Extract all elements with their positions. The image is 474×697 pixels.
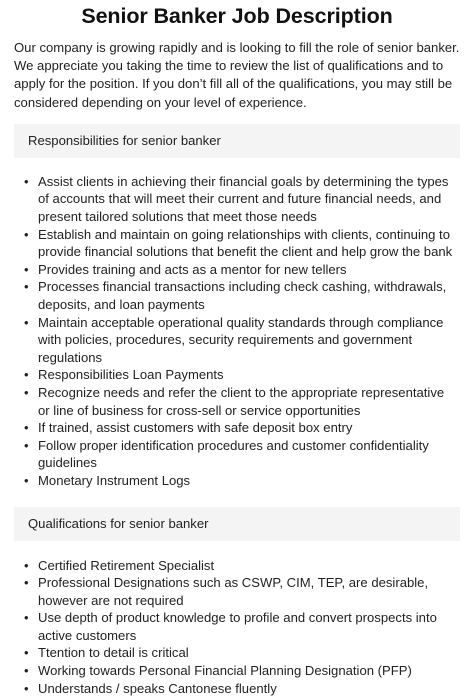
bullet-icon: • bbox=[24, 680, 29, 697]
list-item bbox=[14, 574, 454, 609]
list-item bbox=[14, 557, 454, 575]
list-item bbox=[14, 419, 454, 437]
list-item bbox=[14, 278, 454, 313]
bullet-icon: • bbox=[24, 557, 29, 575]
bullet-icon: • bbox=[24, 278, 29, 296]
list-item-text: Responsibilities Loan Payments bbox=[38, 367, 224, 382]
list-item-text: Recognize needs and refer the client to the appropriate representative or line of business for cross-sell or service opportunities bbox=[38, 385, 444, 418]
intro-paragraph: Our company is growing rapidly and is looking to fill the role of senior banker. We appreciate you taking the time to review the list of qualifications and to apply for the position. If you don’t fill all of the qualifications, you may still be considered depending on your level of experience. bbox=[14, 39, 460, 112]
list-item bbox=[14, 384, 454, 419]
qualifications-list bbox=[14, 557, 460, 697]
list-item-text: Follow proper identification procedures and customer confidentiality guidelines bbox=[38, 438, 429, 471]
list-item-text: Use depth of product knowledge to profile and convert prospects into active customers bbox=[38, 610, 437, 643]
list-item bbox=[14, 680, 454, 697]
bullet-icon: • bbox=[24, 173, 29, 191]
bullet-icon: • bbox=[24, 314, 29, 332]
list-item-text: Establish and maintain on going relationships with clients, continuing to provide financial solutions that benefit the client and help grow the bank bbox=[38, 227, 452, 260]
list-item bbox=[14, 472, 454, 490]
list-item-text: Certified Retirement Specialist bbox=[38, 558, 214, 573]
list-item bbox=[14, 314, 454, 367]
bullet-icon: • bbox=[24, 366, 29, 384]
list-item-text: If trained, assist customers with safe deposit box entry bbox=[38, 420, 352, 435]
list-item bbox=[14, 609, 454, 644]
page-title: Senior Banker Job Description bbox=[0, 0, 474, 29]
bullet-icon: • bbox=[24, 609, 29, 627]
responsibilities-list bbox=[14, 173, 460, 490]
bullet-icon: • bbox=[24, 644, 29, 662]
list-item-text: Monetary Instrument Logs bbox=[38, 473, 190, 488]
list-item bbox=[14, 437, 454, 472]
list-item-text: Understands / speaks Cantonese fluently bbox=[38, 681, 277, 696]
list-item-text: Processes financial transactions including check cashing, withdrawals, deposits, and loan payments bbox=[38, 279, 446, 312]
bullet-icon: • bbox=[24, 384, 29, 402]
list-item bbox=[14, 662, 454, 680]
list-item bbox=[14, 173, 454, 226]
list-item bbox=[14, 226, 454, 261]
qualifications-heading: Qualifications for senior banker bbox=[14, 507, 460, 541]
bullet-icon: • bbox=[24, 419, 29, 437]
list-item-text: Provides training and acts as a mentor for new tellers bbox=[38, 262, 347, 277]
bullet-icon: • bbox=[24, 662, 29, 680]
list-item-text: Working towards Personal Financial Planning Designation (PFP) bbox=[38, 663, 412, 678]
list-item bbox=[14, 644, 454, 662]
list-item-text: Professional Designations such as CSWP, CIM, TEP, are desirable, however are not required bbox=[38, 575, 428, 608]
list-item-text: Ttention to detail is critical bbox=[38, 645, 189, 660]
bullet-icon: • bbox=[24, 574, 29, 592]
list-item-text: Assist clients in achieving their financial goals by determining the types of accounts that will meet their current and future financial needs, and present tailored solutions that meet those needs bbox=[38, 174, 448, 224]
responsibilities-heading: Responsibilities for senior banker bbox=[14, 124, 460, 158]
bullet-icon: • bbox=[24, 226, 29, 244]
bullet-icon: • bbox=[24, 437, 29, 455]
list-item bbox=[14, 366, 454, 384]
list-item bbox=[14, 261, 454, 279]
bullet-icon: • bbox=[24, 261, 29, 279]
bullet-icon: • bbox=[24, 472, 29, 490]
list-item-text: Maintain acceptable operational quality standards through compliance with policies, procedures, security requirements and government regulations bbox=[38, 315, 443, 365]
